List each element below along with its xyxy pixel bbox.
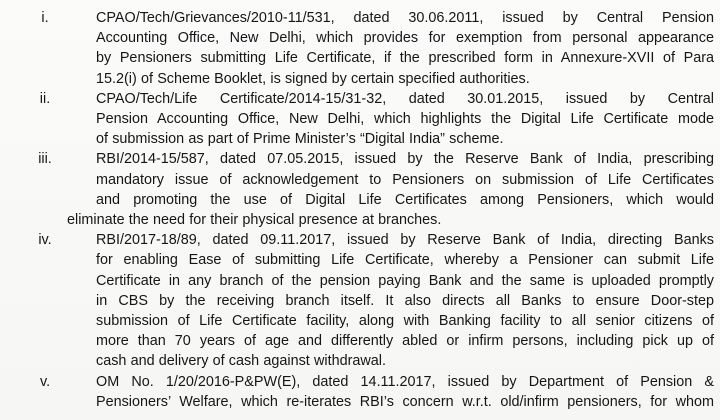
text-line: RBI/2017-18/89, dated 09.11.2017, issued by Reserve Bank of India, directing Banks (96, 232, 714, 249)
list-item (0, 8, 720, 89)
list-item-marker: iv. (38, 232, 52, 249)
text-line: Pensioners’ Welfare, which re-iterates RBI’s concern w.r.t. old/infirm pensioners, for whom (96, 393, 714, 410)
list-item (0, 149, 720, 230)
list-item (0, 230, 720, 371)
text-line: RBI/2014-15/587, dated 07.05.2015, issued by the Reserve Bank of India, prescribing (96, 151, 714, 168)
text-line: 15.2(i) of Scheme Booklet, is signed by certain specified authorities. (96, 70, 530, 87)
text-line: of submission as part of Prime Minister’s “Digital India” scheme. (96, 131, 504, 148)
text-line: by Pensioners submitting Life Certificate, if the prescribed form in Annexure-XVII of Para (96, 50, 714, 67)
text-line: cash and delivery of cash against withdrawal. (96, 353, 386, 370)
text-line: submission of Life Certificate facility, along with Banking facility to all senior citizens of (96, 313, 714, 330)
text-line: eliminate the need for their physical presence at branches. (67, 212, 442, 229)
list-item-marker: ii. (39, 90, 51, 107)
text-line: more than 70 years of age and differently abled or infirm persons, including pick up of (96, 333, 714, 350)
text-line: Pension Accounting Office, New Delhi, which highlights the Digital Life Certificate mode (96, 111, 714, 128)
list-item-text (96, 230, 714, 371)
text-line: Accounting Office, New Delhi, which provides for exemption from personal appearance (96, 30, 714, 47)
list-item-marker: v. (39, 373, 51, 390)
list-item-marker: iii. (38, 151, 52, 168)
references-list (0, 8, 720, 412)
text-line: for enabling Ease of submitting Life Certificate, whereby a Pensioner can submit Life (96, 252, 714, 269)
text-line: Certificate in any branch of the pension paying Bank and the same is uploaded promptly (96, 272, 714, 289)
list-item (0, 89, 720, 150)
text-line: CPAO/Tech/Life Certificate/2014-15/31-32, dated 30.01.2015, issued by Central (96, 90, 714, 107)
list-item-text (96, 372, 714, 412)
list-item-marker: i. (41, 10, 49, 26)
text-line: in CBS by the receiving branch itself. It also directs all Banks to ensure Door-step (96, 292, 714, 309)
list-item-text (96, 89, 714, 150)
list-item-text (67, 149, 714, 230)
list-item-text (96, 8, 714, 89)
text-line: OM No. 1/20/2016-P&PW(E), dated 14.11.2017, issued by Department of Pension & (96, 373, 714, 390)
text-line: mandatory issue of acknowledgement to Pensioners on submission of Life Certificates (96, 171, 714, 188)
text-line: and promoting the use of Digital Life Certificates among Pensioners, which would (96, 191, 714, 208)
text-line: CPAO/Tech/Grievances/2010-11/531, dated 30.06.2011, issued by Central Pension (96, 10, 714, 26)
list-item (0, 372, 720, 412)
